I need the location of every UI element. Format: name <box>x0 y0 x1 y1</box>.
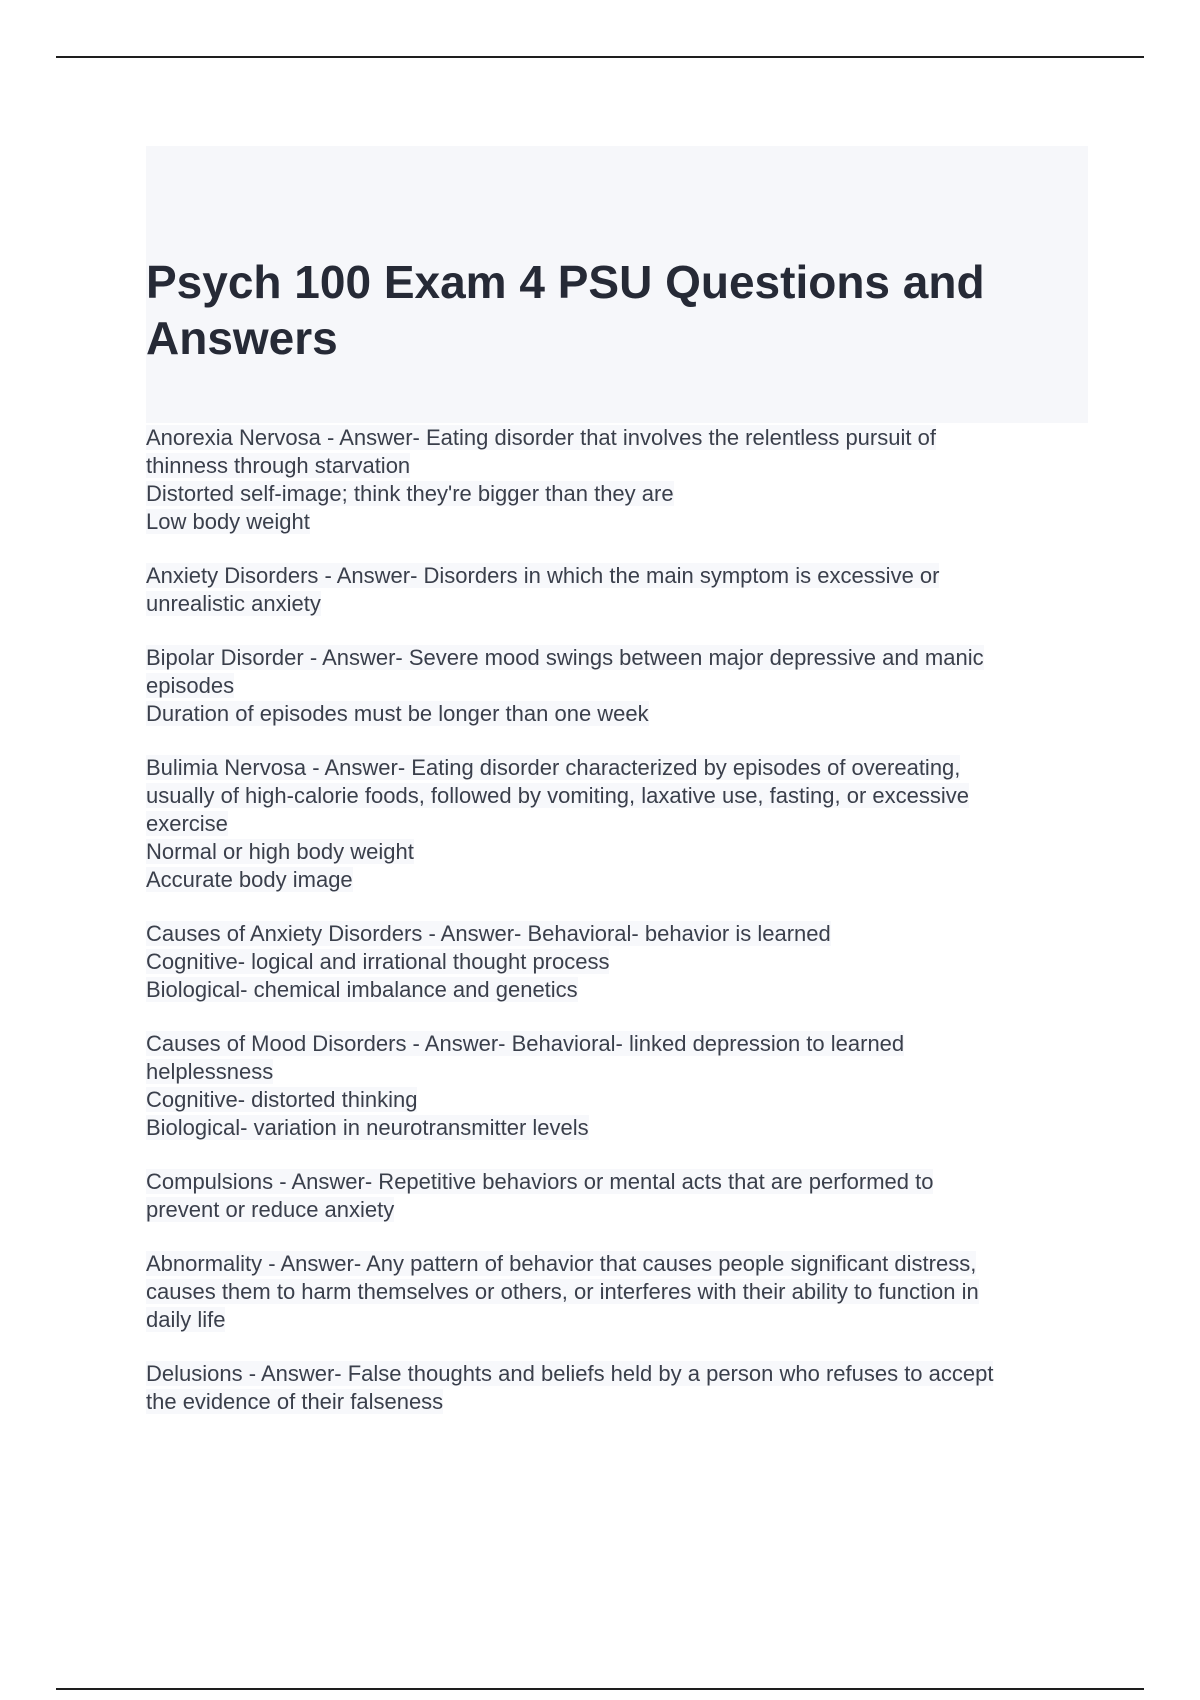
title-block <box>146 146 1088 423</box>
bottom-rule <box>56 1688 1144 1690</box>
entry-term-line <box>146 562 1086 590</box>
entry-text: Cognitive- logical and irrational thought process <box>146 949 610 974</box>
qa-entry <box>146 754 1086 894</box>
entry-text: Distorted self-image; think they're bigger than they are <box>146 481 674 506</box>
entry-term-line <box>146 920 1086 948</box>
entry-text-line <box>146 1058 1086 1086</box>
entry-text: thinness through starvation <box>146 453 411 478</box>
entry-text: unrealistic anxiety <box>146 591 321 616</box>
qa-entry <box>146 424 1086 536</box>
entry-text: Low body weight <box>146 509 310 534</box>
entry-text: Causes of Mood Disorders - Answer- Behavioral- linked depression to learned <box>146 1031 905 1056</box>
entry-text-line <box>146 838 1086 866</box>
entry-text-line <box>146 672 1086 700</box>
entry-text-line <box>146 480 1086 508</box>
top-rule <box>56 56 1144 58</box>
title-line-1: Psych 100 Exam 4 PSU Questions and <box>146 256 985 308</box>
entry-text: usually of high-calorie foods, followed by vomiting, laxative use, fasting, or excessive <box>146 783 969 808</box>
entry-text-line <box>146 1388 1086 1416</box>
entry-text-line <box>146 782 1086 810</box>
qa-entry <box>146 562 1086 618</box>
entry-text: the evidence of their falseness <box>146 1389 444 1414</box>
entry-text: Causes of Anxiety Disorders - Answer- Behavioral- behavior is learned <box>146 921 831 946</box>
entry-text-line <box>146 590 1086 618</box>
entry-text-line <box>146 1196 1086 1224</box>
entry-text: causes them to harm themselves or others, or interferes with their ability to function in <box>146 1279 979 1304</box>
entry-text: helplessness <box>146 1059 274 1084</box>
title-line-2: Answers <box>146 312 338 364</box>
entry-text-line <box>146 508 1086 536</box>
entry-term-line <box>146 1360 1086 1388</box>
entry-term-line <box>146 1030 1086 1058</box>
qa-entry <box>146 1250 1086 1334</box>
entry-text: exercise <box>146 811 228 836</box>
entry-term-line <box>146 644 1086 672</box>
document-title <box>146 254 1076 366</box>
entry-text-line <box>146 1086 1086 1114</box>
entry-text: Accurate body image <box>146 867 353 892</box>
entry-text-line <box>146 700 1086 728</box>
entry-text: Anxiety Disorders - Answer- Disorders in which the main symptom is excessive or <box>146 563 940 588</box>
entry-text: Duration of episodes must be longer than one week <box>146 701 649 726</box>
entry-text: episodes <box>146 673 235 698</box>
entry-text: Cognitive- distorted thinking <box>146 1087 418 1112</box>
entry-term-line <box>146 1250 1086 1278</box>
entry-text: daily life <box>146 1307 226 1332</box>
qa-entry <box>146 920 1086 1004</box>
entry-text-line <box>146 976 1086 1004</box>
entry-text-line <box>146 1306 1086 1334</box>
entry-text: Biological- variation in neurotransmitter levels <box>146 1115 589 1140</box>
qa-entry <box>146 644 1086 728</box>
entry-text-line <box>146 1278 1086 1306</box>
entry-text: Normal or high body weight <box>146 839 414 864</box>
entry-term-line <box>146 754 1086 782</box>
entry-text: Delusions - Answer- False thoughts and beliefs held by a person who refuses to accept <box>146 1361 994 1386</box>
entry-text-line <box>146 948 1086 976</box>
entry-text: Compulsions - Answer- Repetitive behaviors or mental acts that are performed to <box>146 1169 934 1194</box>
entry-text: Bipolar Disorder - Answer- Severe mood swings between major depressive and manic <box>146 645 984 670</box>
entry-text: Abnormality - Answer- Any pattern of behavior that causes people significant distress, <box>146 1251 977 1276</box>
entry-term-line <box>146 1168 1086 1196</box>
qa-entry <box>146 1168 1086 1224</box>
entry-text: Anorexia Nervosa - Answer- Eating disorder that involves the relentless pursuit of <box>146 425 936 450</box>
entry-text: prevent or reduce anxiety <box>146 1197 395 1222</box>
entry-text: Biological- chemical imbalance and genetics <box>146 977 578 1002</box>
qa-entries <box>146 424 1086 1442</box>
entry-text-line <box>146 1114 1086 1142</box>
entry-term-line <box>146 424 1086 452</box>
qa-entry <box>146 1360 1086 1416</box>
entry-text: Bulimia Nervosa - Answer- Eating disorder characterized by episodes of overeating, <box>146 755 961 780</box>
entry-text-line <box>146 866 1086 894</box>
entry-text-line <box>146 810 1086 838</box>
qa-entry <box>146 1030 1086 1142</box>
entry-text-line <box>146 452 1086 480</box>
